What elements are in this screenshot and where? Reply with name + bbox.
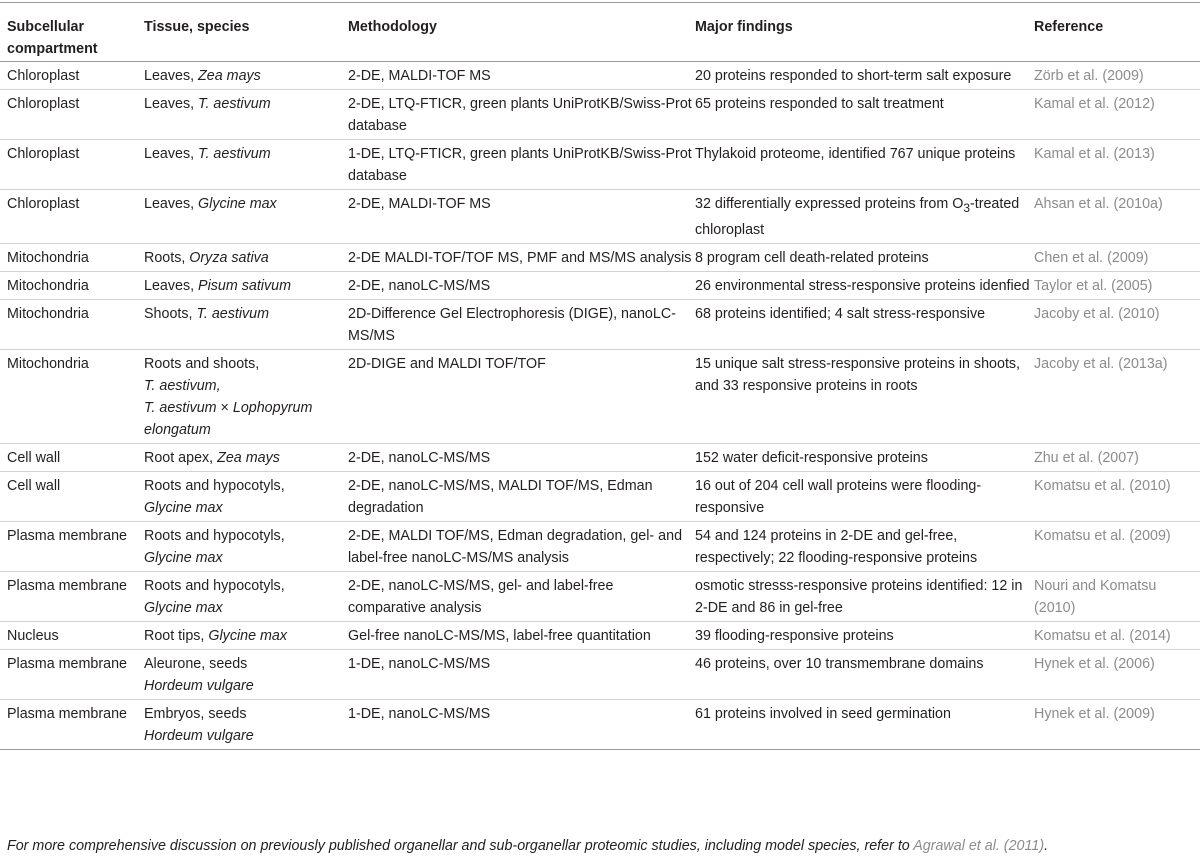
header-reference: Reference <box>1034 19 1104 35</box>
reference-link[interactable]: Taylor et al. (2005) <box>1034 277 1153 294</box>
cell-methodology: 2-DE, nanoLC-MS/MS <box>348 277 491 294</box>
cell-findings: 65 proteins responded to salt treatment <box>695 96 944 112</box>
reference-link[interactable]: Chen et al. (2009) <box>1034 249 1149 266</box>
species-name: T. aestivum <box>198 96 271 112</box>
species-name: Hordeum vulgare <box>144 727 254 744</box>
cell-tissue: Roots and shoots, T. aestivum, T. aestivum × Lophopyrum elongatum <box>144 355 313 438</box>
cell-findings: osmotic stresss-responsive proteins identified: 12 in 2-DE and 86 in gel-free <box>695 577 1023 616</box>
cell-compartment: Mitochondria <box>7 305 89 322</box>
cell-tissue: Roots and hypocotyls, Glycine max <box>144 577 285 616</box>
table-row <box>0 621 1200 649</box>
cell-tissue: Roots and hypocotyls, Glycine max <box>144 527 285 566</box>
species-name: Glycine max <box>144 499 223 516</box>
cell-compartment: Chloroplast <box>7 96 80 112</box>
species-name: Oryza sativa <box>189 249 269 266</box>
table-row <box>0 190 1200 244</box>
species-name: T. aestivum, <box>144 377 221 394</box>
cell-compartment: Cell wall <box>7 477 61 494</box>
cell-methodology: Gel-free nanoLC-MS/MS, label-free quantitation <box>348 627 651 644</box>
table-row <box>0 471 1200 521</box>
cell-compartment: Chloroplast <box>7 146 80 162</box>
cell-methodology: 2-DE, LTQ-FTICR, green plants UniProtKB/Swiss-Prot database <box>348 96 692 134</box>
cell-methodology: 2D-DIGE and MALDI TOF/TOF <box>348 355 546 372</box>
table-row <box>0 271 1200 299</box>
cell-tissue: Shoots, T. aestivum <box>144 305 270 322</box>
table-row <box>0 443 1200 471</box>
cell-methodology: 1-DE, nanoLC-MS/MS <box>348 655 491 672</box>
cell-methodology: 2-DE, nanoLC-MS/MS <box>348 449 491 466</box>
species-name: Zea mays <box>217 449 280 466</box>
cell-compartment: Plasma membrane <box>7 527 127 544</box>
table-row <box>0 699 1200 749</box>
header-compartment: Subcellular compartment <box>7 19 98 57</box>
cell-methodology: 2-DE, nanoLC-MS/MS, MALDI TOF/MS, Edman degradation <box>348 477 653 516</box>
reference-link[interactable]: Kamal et al. (2012) <box>1034 96 1155 112</box>
table-row <box>0 349 1200 443</box>
cell-findings: 54 and 124 proteins in 2-DE and gel-free, respectively; 22 flooding-responsive proteins <box>695 527 978 566</box>
table-row <box>0 140 1200 190</box>
cell-compartment: Mitochondria <box>7 355 89 372</box>
reference-link[interactable]: Kamal et al. (2013) <box>1034 146 1155 162</box>
cell-findings: 152 water deficit-responsive proteins <box>695 449 928 466</box>
reference-link[interactable]: Jacoby et al. (2013a) <box>1034 355 1168 372</box>
cell-methodology: 1-DE, nanoLC-MS/MS <box>348 705 491 722</box>
cell-findings: 20 proteins responded to short-term salt exposure <box>695 68 1012 84</box>
cell-compartment: Mitochondria <box>7 249 89 266</box>
cell-tissue: Roots, Oryza sativa <box>144 249 269 266</box>
species-name: Zea mays <box>198 68 261 84</box>
cell-compartment: Nucleus <box>7 627 59 644</box>
cell-findings: 46 proteins, over 10 transmembrane domains <box>695 655 984 672</box>
cell-tissue: Root tips, Glycine max <box>144 627 288 644</box>
cell-methodology: 2-DE, MALDI-TOF MS <box>348 196 491 212</box>
cell-compartment: Mitochondria <box>7 277 89 294</box>
reference-link[interactable]: Jacoby et al. (2010) <box>1034 305 1160 322</box>
species-name: Glycine max <box>144 599 223 616</box>
cell-methodology: 2-DE, MALDI-TOF MS <box>348 68 491 84</box>
reference-link[interactable]: Zhu et al. (2007) <box>1034 449 1139 466</box>
cell-findings: Thylakoid proteome, identified 767 unique proteins <box>695 146 1016 162</box>
reference-link[interactable]: Komatsu et al. (2009) <box>1034 527 1171 544</box>
table-row <box>0 649 1200 699</box>
cell-findings: 26 environmental stress-responsive proteins idenfied <box>695 277 1030 294</box>
cell-findings: 61 proteins involved in seed germination <box>695 705 951 722</box>
cell-findings: 8 program cell death-related proteins <box>695 249 929 266</box>
cell-compartment: Chloroplast <box>7 196 80 212</box>
header-findings: Major findings <box>695 19 793 35</box>
cell-methodology: 2-DE, MALDI TOF/MS, Edman degradation, gel- and label-free nanoLC-MS/MS analysis <box>348 527 683 566</box>
table-row <box>0 243 1200 271</box>
reference-link[interactable]: Hynek et al. (2006) <box>1034 655 1155 672</box>
table-footnote: For more comprehensive discussion on previously published organellar and sub-organellar proteomic studies, including model species, refer to Agrawal et al. (2011). <box>7 838 1049 854</box>
cell-compartment: Plasma membrane <box>7 705 127 722</box>
table-header-row <box>0 3 1200 62</box>
cell-tissue: Leaves, Glycine max <box>144 196 277 212</box>
reference-link[interactable]: Nouri and Komatsu (2010) <box>1034 577 1157 616</box>
cell-tissue: Root apex, Zea mays <box>144 449 280 466</box>
reference-link[interactable]: Zörb et al. (2009) <box>1034 68 1144 84</box>
cell-methodology: 2-DE MALDI-TOF/TOF MS, PMF and MS/MS analysis <box>348 249 692 266</box>
table-row <box>0 299 1200 349</box>
cell-compartment: Cell wall <box>7 449 61 466</box>
cell-methodology: 1-DE, LTQ-FTICR, green plants UniProtKB/Swiss-Prot database <box>348 146 692 184</box>
species-name: Glycine max <box>144 549 223 566</box>
cell-tissue: Leaves, Zea mays <box>144 68 261 84</box>
species-name: T. aestivum <box>196 305 270 322</box>
species-name: T. aestivum <box>198 146 271 162</box>
cell-findings: 15 unique salt stress-responsive proteins in shoots, and 33 responsive proteins in roots <box>695 355 1021 394</box>
cell-findings: 16 out of 204 cell wall proteins were flooding-responsive <box>695 477 982 516</box>
cell-tissue: Leaves, T. aestivum <box>144 96 271 112</box>
reference-link[interactable]: Komatsu et al. (2010) <box>1034 477 1171 494</box>
cell-findings: 68 proteins identified; 4 salt stress-responsive <box>695 305 986 322</box>
table-row <box>0 521 1200 571</box>
reference-link[interactable]: Hynek et al. (2009) <box>1034 705 1155 722</box>
cell-findings: 32 differentially expressed proteins from $O_3$-treated chloroplast <box>695 196 1020 238</box>
species-name: Glycine max <box>198 196 277 212</box>
proteomics-table <box>0 2 1200 750</box>
cell-compartment: Plasma membrane <box>7 577 127 594</box>
cell-methodology: 2-DE, nanoLC-MS/MS, gel- and label-free comparative analysis <box>348 577 614 616</box>
species-name: Hordeum vulgare <box>144 677 254 694</box>
species-name: Pisum sativum <box>198 277 291 294</box>
cell-tissue: Aleurone, seeds Hordeum vulgare <box>144 655 254 694</box>
cell-compartment: Plasma membrane <box>7 655 127 672</box>
header-tissue: Tissue, species <box>144 19 250 35</box>
cell-tissue: Roots and hypocotyls, Glycine max <box>144 477 285 516</box>
cell-tissue: Leaves, Pisum sativum <box>144 277 291 294</box>
reference-link[interactable]: Ahsan et al. (2010a) <box>1034 196 1163 212</box>
table-row <box>0 62 1200 90</box>
species-name: Glycine max <box>208 627 288 644</box>
table-row <box>0 571 1200 621</box>
footnote-reference-link[interactable]: Agrawal et al. (2011) <box>913 838 1045 854</box>
cell-tissue: Leaves, T. aestivum <box>144 146 271 162</box>
cell-compartment: Chloroplast <box>7 68 80 84</box>
cell-methodology: 2D-Difference Gel Electrophoresis (DIGE), nanoLC-MS/MS <box>348 305 676 344</box>
cell-findings: 39 flooding-responsive proteins <box>695 627 894 644</box>
cell-tissue: Embryos, seeds Hordeum vulgare <box>144 705 254 744</box>
table-row <box>0 90 1200 140</box>
reference-link[interactable]: Komatsu et al. (2014) <box>1034 627 1171 644</box>
header-methodology: Methodology <box>348 19 437 35</box>
